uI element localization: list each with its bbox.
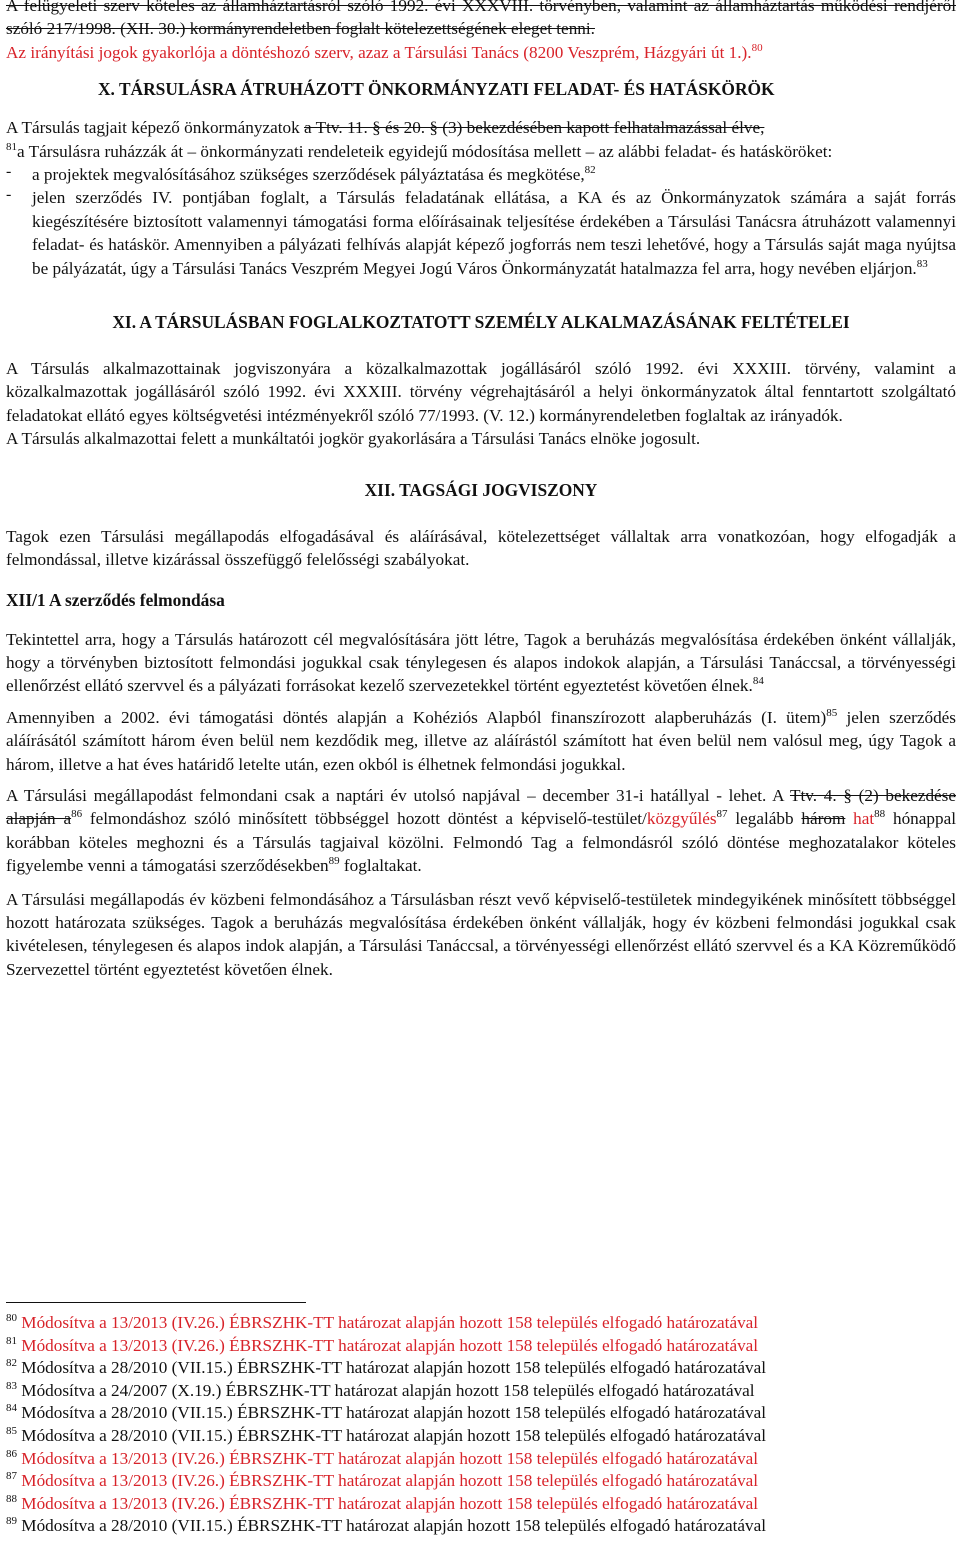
footnote: [6, 1312, 946, 1335]
footnote-number: 89: [6, 1515, 17, 1528]
footnote-text: Módosítva a 13/2013 (IV.26.) ÉBRSZHK-TT határozat alapján hozott 158 település elfogadó határozatával: [21, 1313, 759, 1332]
section-x-paragraph: [6, 116, 956, 163]
p4-amended-word: hat: [853, 809, 875, 829]
section-xii-title: XII. TAGSÁGI JOGVISZONY: [364, 479, 598, 500]
list-dash: -: [6, 163, 12, 181]
footnote-number: 83: [6, 1379, 17, 1392]
footnote-text: Módosítva a 13/2013 (IV.26.) ÉBRSZHK-TT határozat alapján hozott 158 település elfogadó határozatával: [21, 1493, 759, 1513]
list-dash: -: [6, 186, 12, 204]
section-xii-paragraph-2: [6, 628, 956, 698]
footnote-text: Módosítva a 28/2010 (VII.15.) ÉBRSZHK-TT határozat alapján hozott 158 település elfogadó határozatával: [21, 1516, 767, 1536]
footnote-text: Módosítva a 13/2013 (IV.26.) ÉBRSZHK-TT határozat alapján hozott 158 település elfogadó határozatával: [21, 1471, 759, 1491]
section-xii-paragraph-3-text-b: jelen szerződés aláírásától számított három éven belül nem kezdődik meg, illetve az aláírástól számított hat éven belül nem valósul meg, úgy Tagok a három, illetve a hat éves határidő letelte után, ezen okból is élhetnek felmondási jogukkal.: [6, 707, 956, 774]
footnote: [6, 1493, 946, 1516]
section-xii-paragraph-4: [6, 784, 956, 878]
footnote-ref: 82: [584, 164, 596, 177]
footnote-ref: 86: [71, 808, 83, 821]
footnote: [6, 1515, 946, 1538]
footnote-number: 88: [6, 1492, 17, 1505]
footnote-text: Módosítva a 13/2013 (IV.26.) ÉBRSZHK-TT határozat alapján hozott 158 település elfogadó határozatával: [21, 1335, 759, 1355]
section-xii-paragraph-3: [6, 706, 956, 776]
p4-text-b: felmondáshoz szóló minősített többséggel hozott döntést a képviselő-testület/: [82, 809, 647, 829]
footnote-text: Módosítva a 13/2013 (IV.26.) ÉBRSZHK-TT határozat alapján hozott 158 település elfogadó határozatával: [21, 1448, 759, 1468]
footnote-number: 82: [6, 1357, 17, 1370]
section-x-text-rest: a Társulásra ruházzák át – önkormányzati rendeleteik egyidejű módosítása mellett – az alábbi feladat- és hatásköröket:: [17, 141, 833, 161]
section-x-title: X. TÁRSULÁSRA ÁTRUHÁZOTT ÖNKORMÁNYZATI FELADAT- ÉS HATÁSKÖRÖK: [98, 79, 775, 100]
section-xi-title: XI. A TÁRSULÁSBAN FOGLALKOZTATOTT SZEMÉLY ALKALMAZÁSÁNAK FELTÉTELEI: [112, 312, 850, 333]
governance-text: Az irányítási jogok gyakorlója a döntéshozó szerv, azaz a Társulási Tanács (8200 Veszprém, Házgyári út 1.).: [6, 42, 752, 62]
footnote: [6, 1335, 946, 1358]
footnote-ref: 80: [751, 41, 763, 54]
list-item-text: [32, 163, 956, 186]
section-xi-paragraph-2: A Társulás alkalmazottai felett a munkáltatói jogkör gyakorlására a Társulási Tanács elnöke jogosult.: [6, 429, 701, 449]
section-xii-paragraph-2-text: Tekintettel arra, hogy a Társulás határozott cél megvalósítására jött létre, Tagok a beruházás megvalósítása érdekében önként vállalják, hogy a törvényben biztosított felmondási jogukkal csak ténylegesen és alapos indokok alapján, a Társulási Tanáccsal, a törvényességi ellenőrzést ellátó szervvel és a pályázati forrásokat kezelő szervezetekkel történt egyeztetést követően élnek.: [6, 629, 956, 696]
p4-amended-text: közgyűlés: [646, 809, 717, 829]
section-xii-1-subtitle: XII/1 A szerződés felmondása: [6, 589, 225, 610]
footnote-number: 80: [6, 1312, 17, 1324]
footnote-ref: 88: [874, 808, 886, 821]
footnote-ref: 85: [826, 706, 838, 719]
footnotes: [6, 1312, 946, 1538]
p4-struck-word: három: [801, 809, 846, 829]
footnote-text: Módosítva a 24/2007 (X.19.) ÉBRSZHK-TT határozat alapján hozott 158 település elfogadó határozatával: [21, 1380, 755, 1400]
p4-text-a: A Társulási megállapodást felmondani csak a naptári év utolsó napjával – december 31-i hatállyal - lehet. A: [6, 785, 790, 805]
list-item: [6, 186, 956, 280]
p4-text-d: hónappal korábban köteles meghozni és a Társulás tagjaival közölni. Felmondó Tag a felmondásról szóló döntése meghozatalakor köteles figyelembe venni a támogatási szerződésekben: [6, 809, 956, 876]
section-xi-paragraph-1: A Társulás alkalmazottainak jogviszonyára a közalkalmazottak jogállásáról szóló 1992. évi XXXIII. törvény, valamint a közalkalmazottak jogállásáról szóló 1992. évi XXXIII. törvény végrehajtásáról a helyi önkormányzatok által fenntartott szolgáltató feladatokat ellátó egyes költségvetési intézményekről szóló 77/1993. (V. 12.) kormányrendeletben foglaltak az irányadók.: [6, 359, 956, 425]
section-xii-paragraph-3-text-a: Amennyiben a 2002. évi támogatási döntés alapján a Kohéziós Alapból finanszírozott alapberuházás (I. ütem): [6, 707, 827, 727]
list-item-1-text: a projektek megvalósításához szükséges szerződések pályáztatása és megkötése,: [32, 165, 585, 185]
footnote-number: 86: [6, 1447, 17, 1460]
p4-struck-text: Ttv. 4. § (2) bekezdése alapján a: [6, 785, 956, 829]
list-item: [6, 163, 956, 186]
footnote-ref: 87: [716, 808, 728, 821]
list-item-2-text: jelen szerződés IV. pontjában foglalt, a Társulás feladatának ellátása, a KA és az Önkormányzatok számára a saját forrás kiegészítésére biztosított valamennyi támogatási forma előírásainak teljesítése érdekében a Társulási Tanácsra átruházott valamennyi feladat- és hatáskör. Amennyiben a pályázati felhívás alapját képező jogforrás nem teszi lehetővé, hogy a Társulás saját maga nyújtsa be pályázatát, úgy a Társulási Tanács Veszprém Megyei Jogú Város Önkormányzatát hatalmazza fel arra, hogy nevében eljárjon.: [32, 188, 956, 278]
footnote-number: 87: [6, 1470, 17, 1483]
section-x-text-start: A Társulás tagjait képező önkormányzatok: [6, 118, 304, 138]
footnote-ref: 83: [916, 257, 928, 270]
section-xii-paragraph-1: Tagok ezen Társulási megállapodás elfogadásával és aláírásával, kötelezettséget vállaltak arra vonatkozóan, hogy elfogadják a felmondással, illetve kizárással összefüggő felelősségi szabályokat.: [6, 526, 956, 570]
footnote-ref: 84: [752, 675, 764, 688]
footnote-text: Módosítva a 28/2010 (VII.15.) ÉBRSZHK-TT határozat alapján hozott 158 település elfogadó határozatával: [21, 1403, 767, 1423]
footnote: [6, 1425, 946, 1448]
list-item-text: [32, 186, 956, 280]
document-body: [6, 0, 956, 981]
p4-text-c: legalább: [727, 809, 802, 829]
p4-text-e: foglaltakat.: [339, 856, 422, 876]
section-x-struck-text: a Ttv. 11. § és 20. § (3) bekezdésében kapott felhatalmazással élve,: [304, 118, 765, 138]
footnote: [6, 1380, 946, 1403]
footnote-number: 85: [6, 1424, 17, 1437]
footnote-ref: 89: [328, 855, 340, 868]
footnote: [6, 1448, 946, 1471]
footnote-ref: 81: [6, 140, 17, 153]
governance-paragraph: [6, 41, 956, 64]
footnote-text: Módosítva a 28/2010 (VII.15.) ÉBRSZHK-TT határozat alapján hozott 158 település elfogadó határozatával: [21, 1358, 767, 1378]
struck-paragraph: A felügyeleti szerv köteles az államháztartásról szóló 1992. évi XXXVIII. törvényben, valamint az államháztartás működési rendjéről szóló 217/1998. (XII. 30.) kormányrendeletben foglalt kötelezettségének eleget tenni.: [6, 0, 956, 39]
footnote: [6, 1357, 946, 1380]
footnote-number: 84: [6, 1402, 17, 1415]
footnote-separator: [6, 1302, 306, 1303]
section-xii-paragraph-5: A Társulási megállapodás év közbeni felmondásához a Társulásban részt vevő képviselő-testületek mindegyikének minősített többséggel hozott határozata szükséges. Tagok a beruházás megvalósítása érdekében önként vállalják, hogy év közbeni felmondási jogukkal csak kivételesen, ténylegesen és alapos indok alapján, a Társulási Tanáccsal, a törvényességi ellenőrzést ellátó szervvel és a KA Közreműködő Szervezettel történt egyeztetést követően élnek.: [6, 889, 956, 979]
footnote: [6, 1470, 946, 1493]
footnote-text: Módosítva a 28/2010 (VII.15.) ÉBRSZHK-TT határozat alapján hozott 158 település elfogadó határozatával: [21, 1425, 767, 1445]
footnote: [6, 1402, 946, 1425]
footnote-number: 81: [6, 1334, 17, 1347]
